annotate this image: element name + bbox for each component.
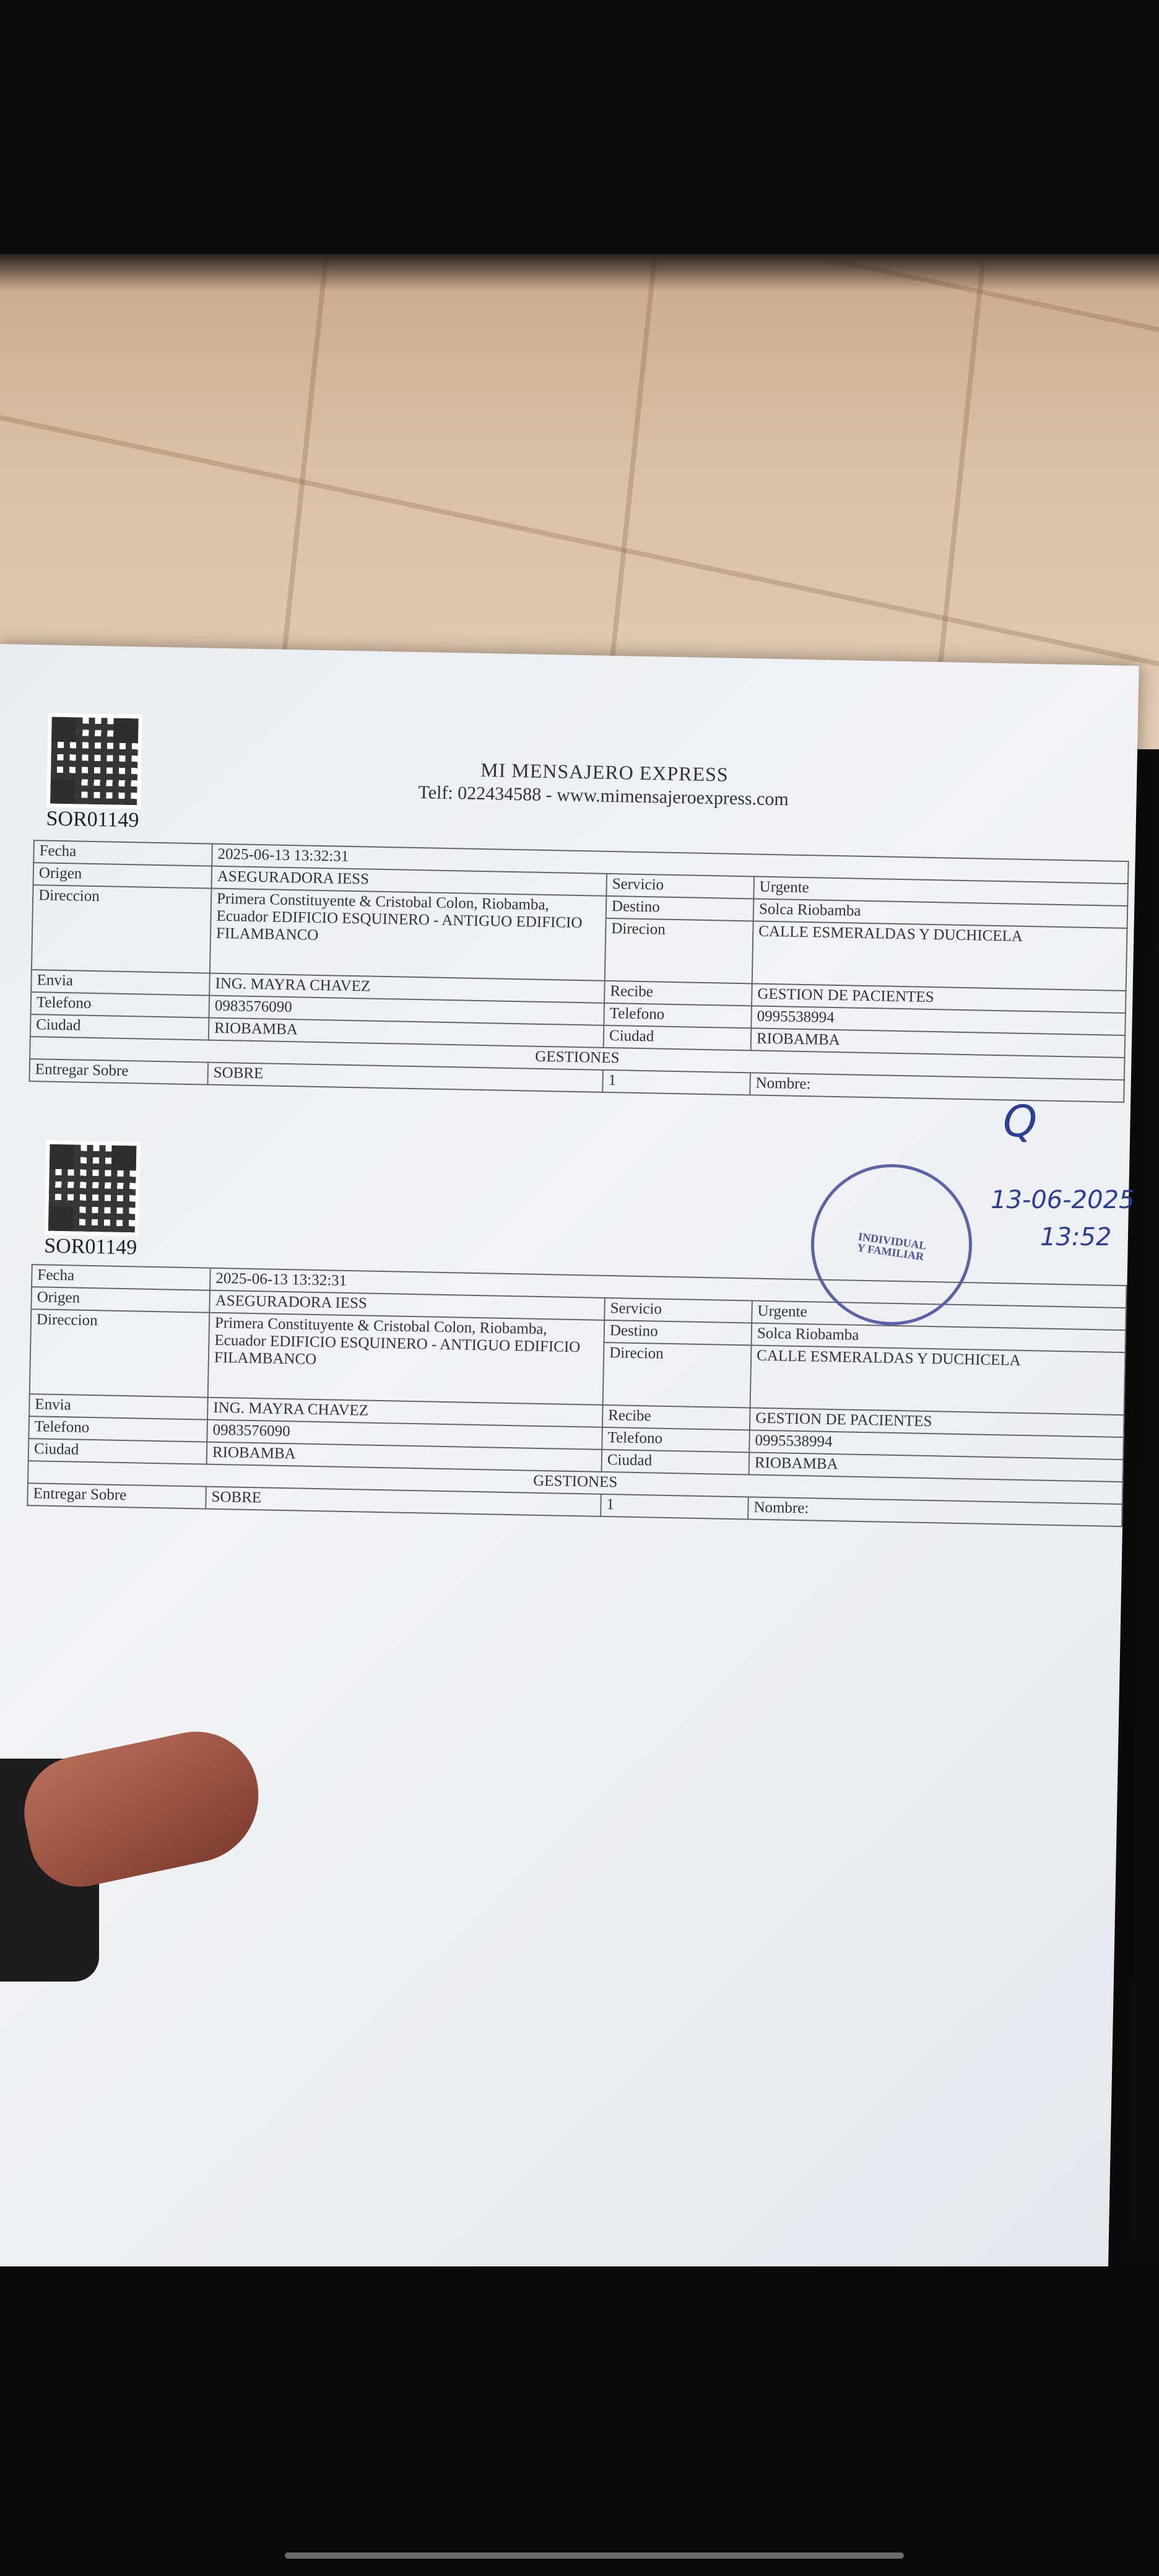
value-telefono-destino: 0995538994 <box>751 1006 1126 1035</box>
label-destino: Destino <box>606 896 754 921</box>
label-direccion: Direccion <box>30 1309 210 1398</box>
value-origen: ASEGURADORA IESS <box>211 866 607 896</box>
label-ciudad: Ciudad <box>30 1014 209 1040</box>
value-cantidad: 1 <box>601 1494 749 1520</box>
label-telefono-destino: Telefono <box>602 1427 750 1453</box>
handwritten-signature: Q <box>1003 1096 1038 1147</box>
value-direcion: CALLE ESMERALDAS Y DUCHICELA <box>750 1346 1126 1416</box>
label-ciudad-destino: Ciudad <box>604 1025 752 1051</box>
home-indicator <box>285 2552 904 2559</box>
value-telefono-origen: 0983576090 <box>209 996 604 1025</box>
label-direcion: Direcion <box>605 918 753 984</box>
label-servicio: Servicio <box>606 874 754 899</box>
label-fecha: Fecha <box>32 1264 211 1290</box>
receipt-copy-1 <box>35 713 1132 1093</box>
value-ciudad-destino: RIOBAMBA <box>749 1452 1123 1482</box>
value-direccion: Primera Constituyente & Cristobal Colon, Riobamba, Ecuador EDIFICIO ESQUINERO - ANTIGUO EDIFICIO FILAMBANCO <box>208 1313 605 1405</box>
label-ciudad-destino: Ciudad <box>602 1450 750 1475</box>
value-origen: ASEGURADORA IESS <box>209 1290 605 1320</box>
value-servicio: Urgente <box>752 1301 1126 1331</box>
label-destino: Destino <box>604 1320 752 1346</box>
label-origen: Origen <box>31 1287 210 1313</box>
value-envia: ING. MAYRA CHAVEZ <box>207 1398 603 1427</box>
guide-code: SOR01149 <box>46 807 139 832</box>
value-direcion: CALLE ESMERALDAS Y DUCHICELA <box>752 921 1127 991</box>
label-entregar: Entregar Sobre <box>29 1059 208 1085</box>
label-telefono: Telefono <box>28 1416 207 1442</box>
handwritten-date: 13-06-2025 <box>991 1186 1135 1214</box>
label-nombre: Nombre: <box>748 1497 1122 1526</box>
delivery-receipt-paper <box>0 644 1139 2325</box>
stamp-text: INDIVIDUAL Y FAMILIAR <box>856 1230 927 1263</box>
value-ciudad-origen: RIOBAMBA <box>209 1018 604 1048</box>
qr-code-icon <box>46 713 142 809</box>
label-telefono: Telefono <box>31 992 210 1018</box>
company-contact: Telf: 022434588 - www.mimensajeroexpress.com <box>418 782 789 810</box>
label-origen: Origen <box>33 863 212 889</box>
value-ciudad-destino: RIOBAMBA <box>751 1028 1126 1058</box>
value-recibe: GESTION DE PACIENTES <box>752 983 1126 1013</box>
label-recibe: Recibe <box>604 981 752 1006</box>
value-telefono-destino: 0995538994 <box>749 1430 1124 1460</box>
company-name: MI MENSAJERO EXPRESS <box>480 758 729 786</box>
label-fecha: Fecha <box>33 840 212 866</box>
value-direccion: Primera Constituyente & Cristobal Colon, Riobamba, Ecuador EDIFICIO ESQUINERO - ANTIGUO EDIFICIO FILAMBANCO <box>210 889 607 981</box>
handwritten-time: 13:52 <box>1040 1223 1112 1251</box>
label-envia: Envia <box>31 970 210 996</box>
label-recibe: Recibe <box>602 1405 750 1430</box>
device-bezel <box>0 2266 1159 2576</box>
value-envia: ING. MAYRA CHAVEZ <box>209 973 605 1003</box>
value-fecha: 2025-06-13 13:32:31 <box>210 1268 1126 1308</box>
receipt-table <box>27 1264 1127 1527</box>
value-telefono-origen: 0983576090 <box>207 1420 602 1450</box>
value-cantidad: 1 <box>602 1070 750 1095</box>
label-direccion: Direccion <box>32 885 212 973</box>
value-tipo: SOBRE <box>206 1487 601 1516</box>
gestiones-header: GESTIONES <box>28 1461 1122 1504</box>
value-fecha: 2025-06-13 13:32:31 <box>212 844 1128 884</box>
label-servicio: Servicio <box>604 1298 752 1323</box>
receipt-table <box>28 840 1129 1103</box>
gestiones-header: GESTIONES <box>30 1037 1124 1080</box>
floor-shadow <box>0 254 1159 291</box>
value-tipo: SOBRE <box>207 1063 603 1092</box>
value-recibe: GESTION DE PACIENTES <box>750 1408 1124 1437</box>
label-ciudad: Ciudad <box>28 1438 207 1464</box>
value-servicio: Urgente <box>753 876 1128 906</box>
guide-code: SOR01149 <box>43 1234 137 1260</box>
label-envia: Envia <box>29 1394 208 1420</box>
label-telefono-destino: Telefono <box>604 1003 752 1029</box>
value-destino: Solca Riobamba <box>751 1323 1126 1353</box>
label-direcion: Direcion <box>603 1342 752 1408</box>
value-destino: Solca Riobamba <box>753 899 1128 928</box>
qr-code-icon <box>45 1141 141 1237</box>
label-entregar: Entregar Sobre <box>27 1483 206 1509</box>
value-ciudad-origen: RIOBAMBA <box>207 1442 602 1472</box>
label-nombre: Nombre: <box>750 1073 1124 1102</box>
